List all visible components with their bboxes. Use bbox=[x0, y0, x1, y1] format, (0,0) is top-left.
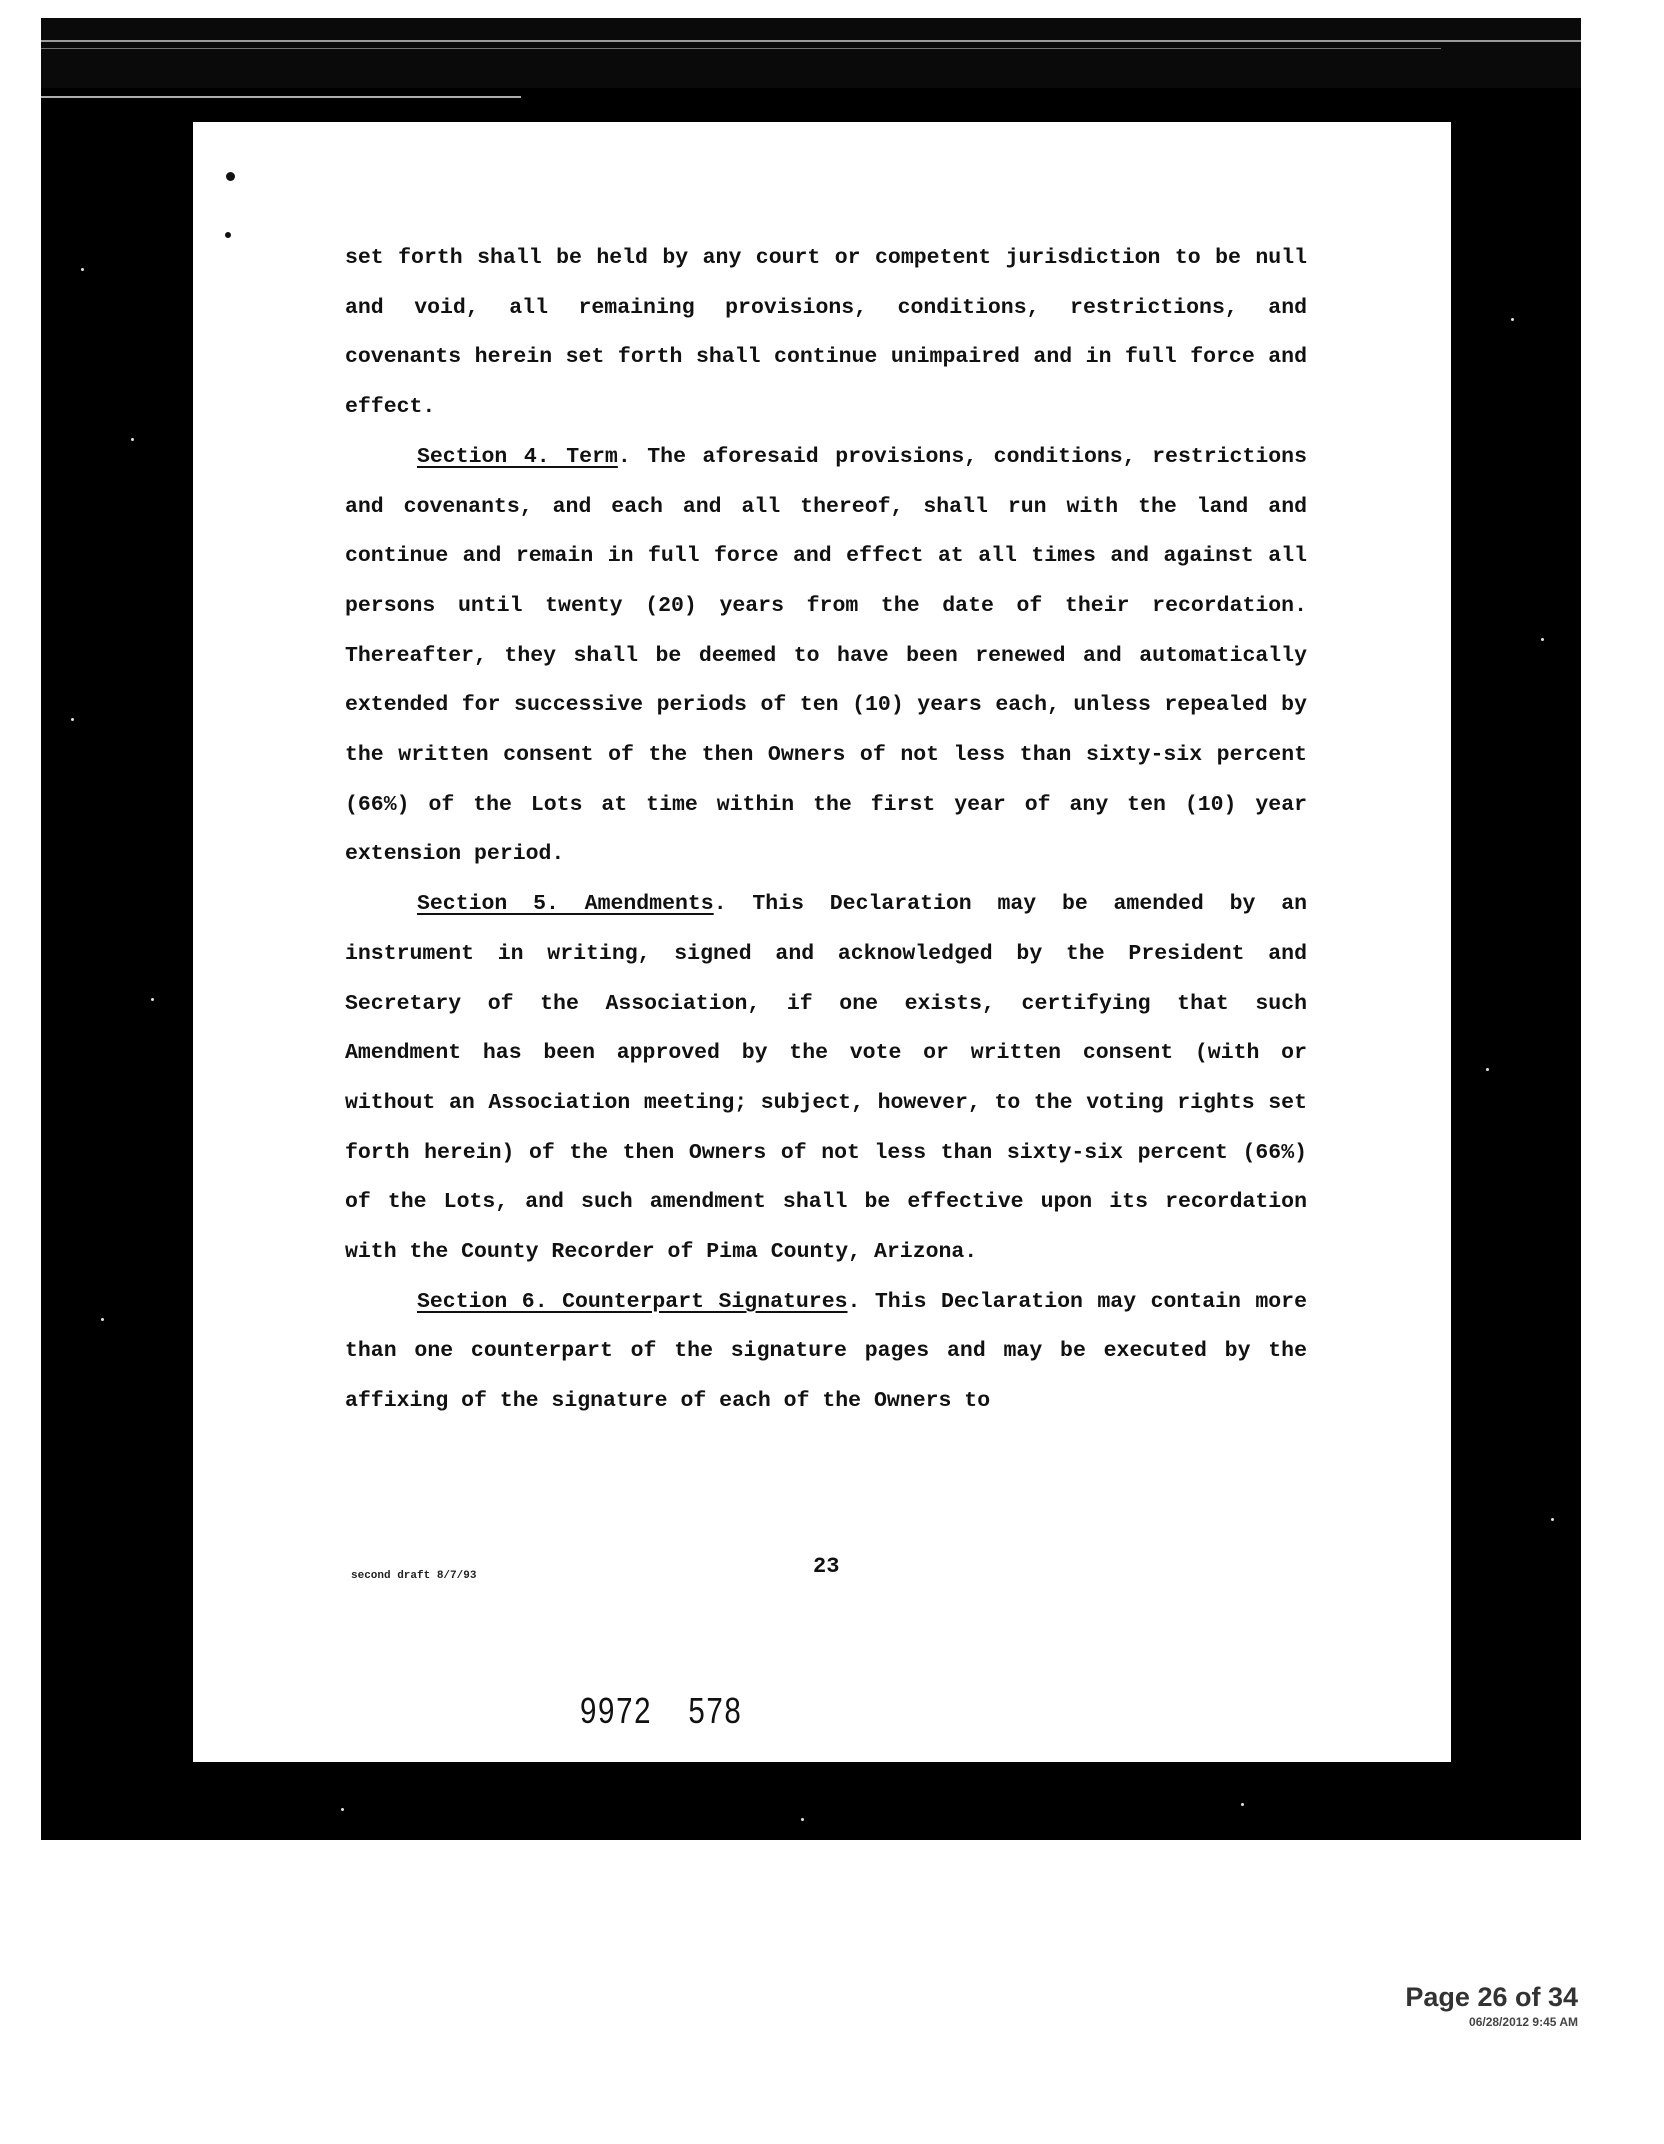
scan-speck bbox=[151, 998, 154, 1001]
recording-page-number: 578 bbox=[688, 1690, 743, 1731]
scan-speck bbox=[1511, 318, 1514, 321]
page-count-label: Page 26 of 34 bbox=[1405, 1982, 1578, 2012]
scan-noise-line bbox=[41, 96, 521, 98]
scan-speck bbox=[341, 1808, 344, 1811]
section-heading: Section 5. Amendments bbox=[417, 892, 714, 917]
scan-artifact-dot bbox=[225, 232, 231, 238]
scan-artifact-dot bbox=[226, 172, 235, 181]
scan-speck bbox=[1486, 1068, 1489, 1071]
document-page-number: 23 bbox=[813, 1554, 840, 1579]
paragraph-section-5 bbox=[345, 880, 1307, 1278]
paragraph-continuation bbox=[345, 234, 1307, 433]
scan-speck bbox=[101, 1318, 104, 1321]
paragraph-text: . This Declaration may be amended by an instrument in writing, signed and acknowledged by the President and Secretary of the Association, if one exists, certifying that such Amendment has been approved by the vote or written consent (with or without an Association meeting; subject, however, to the voting rights set forth herein) of the then Owners of not less than sixty-six percent (66%) of the Lots, and such amendment shall be effective upon its recordation with the County Recorder of Pima County, Arizona. bbox=[345, 892, 1307, 1265]
document-body bbox=[345, 234, 1307, 1427]
page-stamp bbox=[1405, 1982, 1578, 2029]
scan-speck bbox=[801, 1818, 804, 1821]
print-timestamp: 06/28/2012 9:45 AM bbox=[1469, 2015, 1578, 2029]
section-heading: Section 6. Counterpart Signatures bbox=[417, 1289, 848, 1314]
scan-speck bbox=[131, 438, 134, 441]
paragraph-section-4 bbox=[345, 433, 1307, 880]
recording-book-page bbox=[580, 1690, 779, 1732]
scan-speck bbox=[1551, 1518, 1554, 1521]
paragraph-text: set forth shall be held by any court or competent jurisdiction to be null and void, all remaining provisions, conditions, restrictions, and covenants herein set forth shall continue unimpaired and in full force and effect. bbox=[345, 246, 1307, 420]
scan-header-band bbox=[41, 18, 1581, 88]
draft-label: second draft 8/7/93 bbox=[351, 1570, 477, 1582]
section-heading: Section 4. Term bbox=[417, 444, 618, 469]
scan-speck bbox=[81, 268, 84, 271]
scan-speck bbox=[71, 718, 74, 721]
book-number: 9972 bbox=[580, 1690, 653, 1731]
scan-noise-line bbox=[41, 40, 1581, 42]
scan-speck bbox=[1241, 1803, 1244, 1806]
paragraph-section-6 bbox=[345, 1278, 1307, 1427]
scanned-page bbox=[193, 122, 1451, 1762]
paragraph-text: . This Declaration may contain more than one counterpart of the signature pages and may be executed by the affixing of the signature of each of the Owners to bbox=[345, 1289, 1307, 1414]
paragraph-text: . The aforesaid provisions, conditions, restrictions and covenants, and each and all thereof, shall run with the land and continue and remain in full force and effect at all times and against all persons until twenty (20) years from the date of their recordation. Thereafter, they shall be deemed to have been renewed and automatically extended for successive periods of ten (10) years each, unless repealed by the written consent of the then Owners of not less than sixty-six percent (66%) of the Lots at time within the first year of any ten (10) year extension period. bbox=[345, 444, 1307, 867]
scan-speck bbox=[1541, 638, 1544, 641]
scan-noise-line bbox=[41, 48, 1441, 49]
